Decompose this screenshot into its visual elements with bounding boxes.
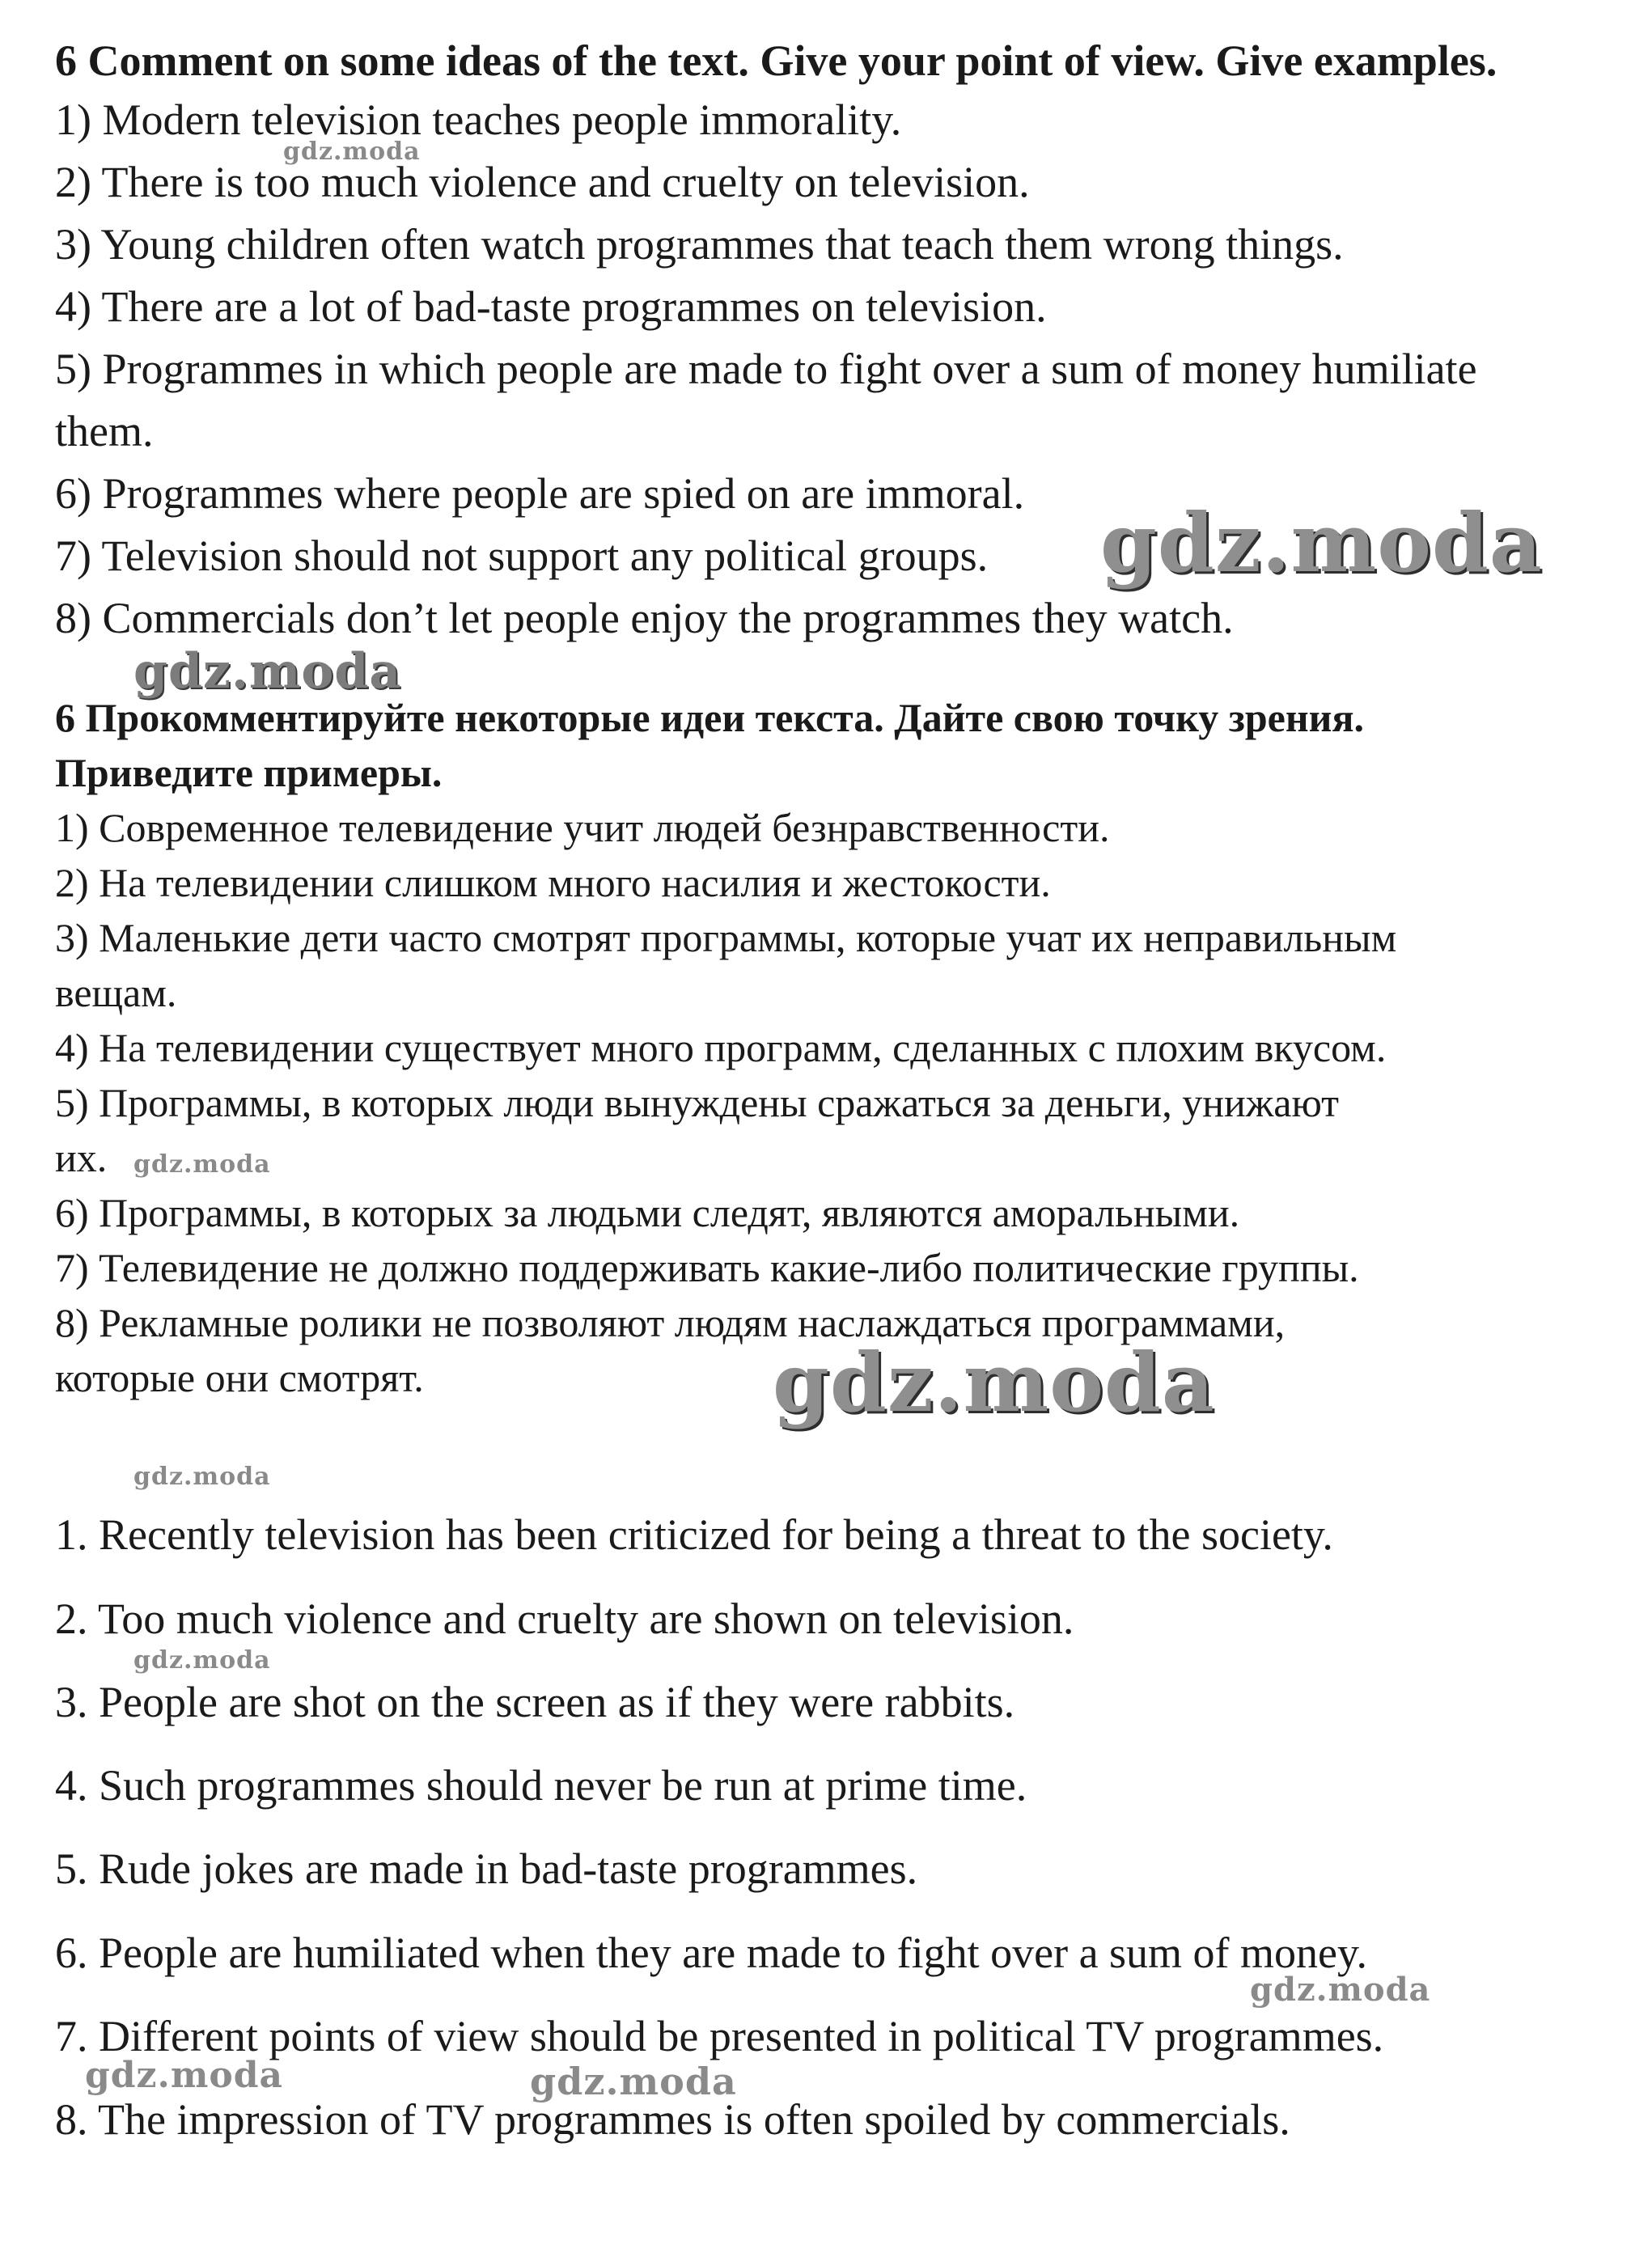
answer-5: 5. Rude jokes are made in bad-taste programmes. (55, 1844, 918, 1893)
english-item-3: 3) Young children often watch programmes that teach them wrong things. (55, 220, 1344, 269)
russian-item-7: 7) Телевидение не должно поддерживать какие-либо политические группы. (55, 1245, 1359, 1290)
russian-item-5: 5) Программы, в которых люди вынуждены сражаться за деньги, унижают (55, 1080, 1339, 1125)
english-item-1: 1) Modern television teaches people immorality. (55, 95, 902, 144)
watermark: gdz.moda (530, 2060, 737, 2103)
watermark: gdz.moda (283, 138, 421, 166)
answer-3: 3. People are shot on the screen as if they were rabbits. (55, 1678, 1015, 1726)
watermark: gdz.moda (85, 2055, 284, 2096)
russian-item-3: 3) Маленькие дети часто смотрят программы, которые учат их неправильным (55, 915, 1397, 960)
russian-item-1: 1) Современное телевидение учит людей безнравственности. (55, 805, 1110, 850)
english-item-7: 7) Television should not support any political groups. (55, 531, 989, 580)
english-item-4: 4) There are a lot of bad-taste programmes on television. (55, 282, 1047, 331)
watermark: gdz.moda (133, 643, 402, 700)
answer-6: 6. People are humiliated when they are made to fight over a sum of money. (55, 1929, 1368, 1977)
english-item-5: 5) Programmes in which people are made to fight over a sum of money humiliate (55, 345, 1477, 393)
watermark: gdz.moda (133, 1463, 271, 1491)
russian-item-8-cont: которые они смотрят. (55, 1355, 424, 1400)
russian-item-4: 4) На телевидении существует много программ, сделанных с плохим вкусом. (55, 1025, 1387, 1070)
watermark: gdz.moda (133, 1150, 271, 1179)
english-item-6: 6) Programmes where people are spied on are immoral. (55, 469, 1025, 518)
russian-title-line-2: Приведите примеры. (55, 750, 443, 795)
answer-8: 8. The impression of TV programmes is often spoiled by commercials. (55, 2095, 1290, 2144)
watermark: gdz.moda (133, 1646, 271, 1675)
watermark: gdz.moda (1250, 1971, 1431, 2009)
watermark: gdz.moda (773, 1335, 1215, 1430)
english-item-8: 8) Commercials don’t let people enjoy the programmes they watch. (55, 594, 1234, 642)
answer-1: 1. Recently television has been criticized for being a threat to the society. (55, 1510, 1333, 1559)
watermark: gdz.moda (1100, 495, 1543, 591)
english-item-5-cont: them. (55, 407, 154, 455)
russian-item-8: 8) Рекламные ролики не позволяют людям наслаждаться программами, (55, 1300, 1286, 1345)
answer-4: 4. Such programmes should never be run at prime time. (55, 1761, 1027, 1810)
russian-item-5-cont: их. (55, 1135, 108, 1180)
russian-title-line-1: 6 Прокомментируйте некоторые идеи текста. Дайте свою точку зрения. (55, 695, 1364, 740)
english-item-2: 2) There is too much violence and cruelty on television. (55, 158, 1030, 206)
answer-2: 2. Too much violence and cruelty are shown on television. (55, 1594, 1074, 1643)
russian-item-6: 6) Программы, в которых за людьми следят, являются аморальными. (55, 1190, 1240, 1235)
russian-item-2: 2) На телевидении слишком много насилия и жестокости. (55, 860, 1051, 905)
answer-7: 7. Different points of view should be presented in political TV programmes. (55, 2012, 1384, 2060)
english-title: 6 Comment on some ideas of the text. Give your point of view. Give examples. (55, 36, 1497, 85)
russian-item-3-cont: вещам. (55, 970, 177, 1015)
